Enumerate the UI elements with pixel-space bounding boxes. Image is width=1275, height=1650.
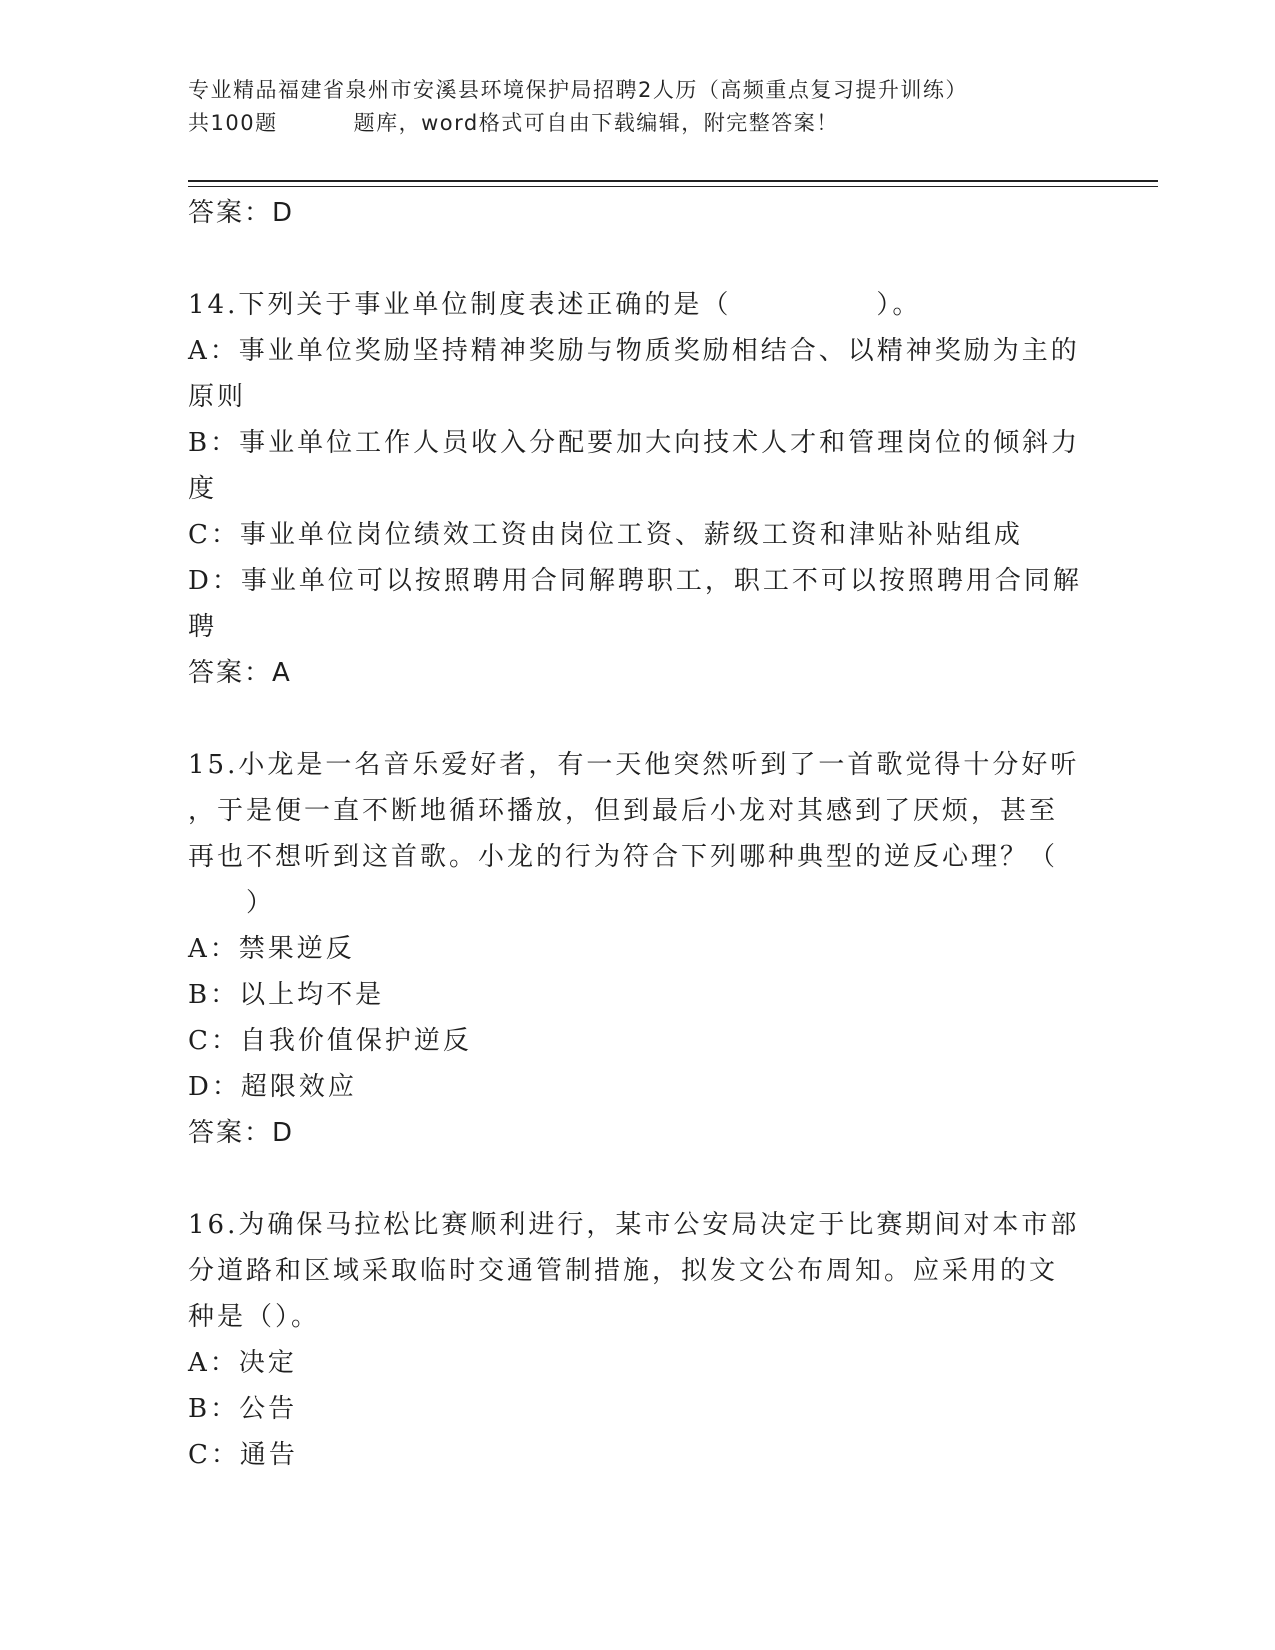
question-14-answer: 答案：A (188, 658, 292, 688)
document-body (188, 190, 1088, 1478)
question-15-answer: 答案：D (188, 1118, 295, 1148)
question-16-option-a: A：决定 (188, 1348, 297, 1378)
question-14-option-a: A：事业单位奖励坚持精神奖励与物质奖励相结合、以精神奖励为主的 (188, 336, 1080, 366)
question-16-stem-line-1: 16.为确保马拉松比赛顺利进行，某市公安局决定于比赛期间对本市部 (188, 1210, 1080, 1240)
header-divider-thin (188, 186, 1158, 187)
question-14-option-d: D：事业单位可以按照聘用合同解聘职工，职工不可以按照聘用合同解 (188, 566, 1082, 596)
question-15-option-b: B：以上均不是 (188, 980, 385, 1010)
header-description: 题库，word格式可自由下载编辑，附完整答案！ (353, 111, 839, 135)
question-14-option-b-cont: 度 (188, 474, 218, 504)
question-14-option-b: B：事业单位工作人员收入分配要加大向技术人才和管理岗位的倾斜力 (188, 428, 1081, 458)
question-16-option-c: C：通告 (188, 1440, 298, 1470)
question-14-option-c: C：事业单位岗位绩效工资由岗位工资、薪级工资和津贴补贴组成 (188, 520, 1023, 550)
question-14-option-d-cont: 聘 (188, 612, 218, 642)
question-16-option-b: B：公告 (188, 1394, 298, 1424)
question-14 (188, 282, 1088, 696)
question-14-stem: 14.下列关于事业单位制度表述正确的是（ ）。 (188, 290, 922, 320)
question-15-stem-line-2: ，于是便一直不断地循环播放，但到最后小龙对其感到了厌烦，甚至 (188, 796, 1059, 826)
question-15-option-c: C：自我价值保护逆反 (188, 1026, 472, 1056)
header-title-line: 专业精品福建省泉州市安溪县环境保护局招聘2人历（高频重点复习提升训练） (188, 78, 968, 102)
question-16-stem-line-2: 分道路和区域采取临时交通管制措施，拟发文公布周知。应采用的文 (188, 1256, 1059, 1286)
answer-13: 答案：D (188, 198, 295, 228)
question-15-stem-line-3: 再也不想听到这首歌。小龙的行为符合下列哪种典型的逆反心理？（ (188, 842, 1059, 872)
question-14-option-a-cont: 原则 (188, 382, 247, 412)
page-header (188, 74, 1088, 140)
header-question-count: 共100题 (188, 111, 278, 135)
header-subtitle-line (188, 107, 1088, 140)
question-15-option-a: A：禁果逆反 (188, 934, 355, 964)
header-divider-thick (188, 180, 1158, 182)
question-16-stem-line-3: 种是（）。 (188, 1302, 321, 1332)
question-15-stem-line-4: ） (188, 888, 276, 918)
question-15-option-d: D：超限效应 (188, 1072, 357, 1102)
question-16 (188, 1202, 1088, 1478)
question-15-stem-line-1: 15.小龙是一名音乐爱好者，有一天他突然听到了一首歌觉得十分好听 (188, 750, 1080, 780)
question-15 (188, 742, 1088, 1156)
